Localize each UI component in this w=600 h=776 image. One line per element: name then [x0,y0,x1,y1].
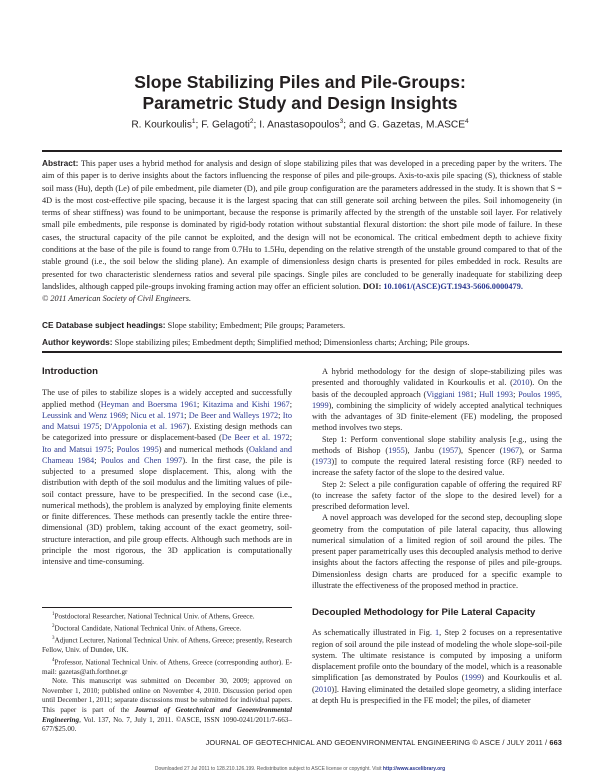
section-heading-introduction: Introduction [42,366,98,377]
paragraph-text: ). On the basis of the decoupled approach ( [312,378,562,399]
citation-link[interactable]: Poulos 1995, 1999 [312,389,562,410]
citation-link[interactable]: 1973 [314,457,332,466]
author-separator: ; [253,119,260,131]
paragraph-text: ). Existing design methods can be categorized into pressure or displacement-based ( [42,422,292,443]
author-affil-sup: 1 [191,118,196,125]
citation-link[interactable]: Viggiani 1981 [426,389,475,399]
journal-footer-text: JOURNAL OF GEOTECHNICAL AND GEOENVIRONMENTAL ENGINEERING © ASCE / JULY 2011 / [205,738,550,747]
citation-link[interactable]: Nicu et al. 1971 [130,410,185,420]
author-keywords-text: Slope stabilizing piles; Embedment depth; Simplified method; Dimensionless charts; Arching; Pile groups. [112,338,470,347]
paragraph-text: The use of piles to stabilize slopes is a widely accepted and successfully applied method ( [42,388,292,409]
author-name: R. Kourkoulis [131,119,192,131]
citation-link[interactable]: Leussink and Wenz 1969 [42,410,126,420]
citation-link[interactable]: De Beer and Walleys 1972 [188,410,279,420]
citation-link[interactable]: Heyman and Boersma 1961 [100,399,198,409]
subject-headings-text: Slope stability; Embedment; Pile groups; Parameters. [165,321,346,330]
author-name: F. Gelagoti [201,119,250,131]
citation-link[interactable]: 2010 [512,378,530,388]
doi-label: DOI: [362,281,382,291]
page-number: 663 [549,738,562,747]
keywords-divider [42,351,562,353]
copyright-notice: © 2011 American Society of Civil Engineers. [42,294,192,304]
author-keywords-label: Author keywords: [42,337,113,347]
footnote-marker: 4 [52,657,55,663]
author-keywords [42,336,562,349]
note-text: Note. This manuscript was submitted on December 30, 2009; approved on November 1, 2010; published online on November 4, 2010. Discussion period open until December 1, 2011; separate discussions must be submitted for individual papers. This paper is part of the [42,677,292,714]
paragraph [312,627,562,706]
header-divider [42,150,562,152]
author-affil-sup: 2 [249,118,254,125]
paragraph-text: A hybrid methodology for the design of slope-stabilizing piles was presented and thoroughly validated in Kourkoulis et al. ( [312,367,562,388]
paragraph-text: ), combining the simplicity of widely accepted analytical techniques with the advantages of 3D finite-element (FE) modeling, the proposed method involves two steps. [312,400,562,433]
title-line-1: Slope Stabilizing Piles and Pile-Groups: [134,72,466,92]
paragraph [312,434,562,479]
figure-link[interactable]: 1 [435,628,440,638]
paragraph-text: ) and Kourkoulis et al. ( [312,673,562,694]
separator: ; [278,410,283,420]
citation-link[interactable]: 1999 [464,673,482,683]
section-heading-decoupled-methodology: Decoupled Methodology for Pile Lateral Capacity [312,607,536,618]
right-column [312,366,562,706]
subject-headings [42,319,562,332]
submission-note [42,677,292,735]
paragraph [312,366,562,434]
separator: ; [289,399,292,409]
intro-paragraph [42,387,292,567]
author-affil-sup: 3 [339,118,344,125]
author-name: I. Anastasopoulos [259,119,340,131]
citation-link[interactable]: 2010 [314,684,332,694]
citation-link[interactable]: De Beer et al. 1972 [221,433,290,443]
footnote-marker: 2 [52,623,55,629]
paragraph-text: ), or Sarma ( [312,445,562,466]
citation-link[interactable]: Oakland and Chameau 1984 [42,444,292,465]
citation-link[interactable]: 1955 [388,445,405,455]
author-list [0,118,600,130]
separator: ; [111,444,117,454]
abstract-label: Abstract: [42,158,79,168]
page-footer [206,738,562,747]
separator: ; [125,410,131,420]
separator: ; [513,389,519,399]
footnote-1 [42,610,292,622]
note-text: , Vol. 137, No. 7, July 1, 2011. ©ASCE, ISSN 1090-0241/2011/7-663–677/$25.00. [42,715,292,734]
left-column [42,366,292,567]
citation-link[interactable]: Ito and Matsui 1975 [42,444,112,454]
citation-link[interactable]: Kitazima and Kishi 1967 [202,399,290,409]
asce-library-link[interactable]: http://www.ascelibrary.org [382,766,446,772]
paper-title [0,72,600,114]
separator: ; [197,399,203,409]
footnote-marker: 1 [52,612,55,617]
footnote-text: Postdoctoral Researcher, National Technical Univ. of Athens, Greece. [54,612,255,621]
paragraph-text: ), Spencer ( [458,445,503,455]
paragraph-text: As schematically illustrated in Fig. [312,628,436,638]
footnote-marker: 3 [52,635,55,641]
footnote-3 [42,634,292,656]
download-notice-text: Downloaded 27 Jul 2011 to 128.210.126.199. Redistribution subject to ASCE license or copyright. Visit [154,766,383,772]
footnotes [42,610,292,735]
abstract-text: This paper uses a hybrid method for analysis and design of slope stabilizing piles that was developed in a preceding paper by the writers. The aim of this paper is to derive insights about the factors influencing the response of piles and pile-groups. Axis-to-axis pile spacing (S), thickness of stable soil mass (Hu), depth (Le) of pile embedment, pile diameter (D), and pile group configuration are the parameters addressed in the study. It is shown that S = 4D is the most cost-effective pile spacing, because it is the largest spacing that can still generate soil arching between the piles. Soil inhomogeneity (in terms of shear stiffness) was found to be unimportant, because the response is primarily affected by the strength of the unstable soil layer. For relatively small pile embedments, pile response is dominated by rigid-body rotation without substantial flexural distortion: the short pile mode of failure. In these cases, the structural capacity of the pile cannot be exploited, and the design will not be economical. The critical embedment depth to achieve fixity conditions at the base of the pile is found to range from 0.7Hu to 1.5Hu, depending on the relative strength of the unstable ground compared to that of the stable ground (i.e., the soil below the sliding plane). An example of dimensionless design charts is presented for piles embedded in rock. Results are presented for two characteristic slenderness ratios and several pile spacings. Single piles are concluded to be generally inadequate for stabilizing deep landslides, although capped pile-groups invoking framing action may offer an efficient solution. [42,159,562,291]
footnote-text: Professor, National Technical Univ. of Athens, Greece (corresponding author). E-mail: gazetas@ath.forthnet.gr [42,657,292,676]
paragraph-text: ) and numerical methods ( [158,444,250,454]
title-line-2: Parametric Study and Design Insights [142,93,458,113]
paragraph-text: , Step 2 focuses on a representative region of soil around the pile instead of modeling the whole slope-soil-pile system. The ultimate resistance is computed by imposing a uniform displacement profile onto the boundary of the model, which is a reasonable simplification [as demonstrated by Poulos ( [312,628,563,683]
citation-link[interactable]: Poulos 1995 [116,444,159,454]
footnote-text: Doctoral Candidate, National Technical Univ. of Athens, Greece. [54,624,242,633]
subject-headings-label: CE Database subject headings: [42,320,166,330]
doi-link[interactable]: 10.1061/(ASCE)GT.1943-5606.0000479. [381,281,523,291]
footnote-text: Adjunct Lecturer, National Technical Univ. of Athens, Greece; presently, Research Fellow, Univ. of Dundee, UK. [42,636,292,654]
paragraph: A novel approach was developed for the second step, decoupling slope geometry from the computation of pile lateral capacity, thus allowing numerical simulation of a limited region of soil around the piles. The present paper parametrically uses this decoupled analysis method to derive insights about the factors affecting the response of piles and pile-groups. Dimensionless design charts are produced for a specific example to illustrate the effectiveness of the proposed method in practice. [312,513,562,590]
paragraph-text: ). In the first case, the pile is subjected to a presumed slope displacement. This, along with the distribution with depth of the soil modulus and the limiting values of pile-soil contact pressure, have to be prespecified. In the second case (i.e., numerical methods), the problem is analyzed by employing finite elements or finite differences. These methods can presently tackle the entire three-dimensional (3D) problem, taking account of the exact geometry, soil-structure interaction, and pile group effects. Although such methods are in principle the most rigorous, the 3D application is computationally intensive and time-consuming. [42,455,293,566]
citation-link[interactable]: D'Appolonia et al. 1967 [104,422,187,431]
citation-link[interactable]: Poulos and Chen 1997 [100,455,183,465]
separator: ; [99,422,105,431]
author-separator: ; [195,119,202,131]
citation-link[interactable]: 1967 [502,445,520,455]
abstract [42,157,562,306]
footnote-2 [42,622,292,634]
download-notice [0,766,600,772]
paragraph: Step 2: Select a pile configuration capable of offering the required RF (to increase the safety factor of the slope to the desired level) for a prescribed deformation level. [312,479,562,511]
paragraph-text: ), Janbu ( [404,445,442,455]
separator: ; [289,433,292,443]
separator: ; [94,455,101,465]
author-name: G. Gazetas, M.ASCE [368,119,466,131]
separator: ; [474,389,480,399]
citation-link[interactable]: Ito and Matsui 1975 [42,410,292,431]
footnote-4 [42,656,292,678]
paragraph-text: Step 1: Perform conventional slope stability analysis [e.g., using the methods of Bishop ( [312,434,562,455]
separator: ; [184,410,189,420]
citation-link[interactable]: Hull 1993 [479,389,514,399]
journal-name: Journal of Geotechnical and Geoenvironmental Engineering [42,705,292,724]
paragraph-text: )]. Having eliminated the detailed slope geometry, a sliding interface at depth Hu is prespecified in the FE model; the piles, of diameter [312,684,562,705]
paragraph-text: )] to compute the required lateral resisting force (RF) needed to increase the safety factor of the slope to the desired value. [312,457,562,478]
citation-link[interactable]: 1957 [441,445,459,455]
footnote-divider [42,607,292,608]
author-affil-sup: 4 [465,118,469,125]
author-separator: ; and [343,119,369,131]
